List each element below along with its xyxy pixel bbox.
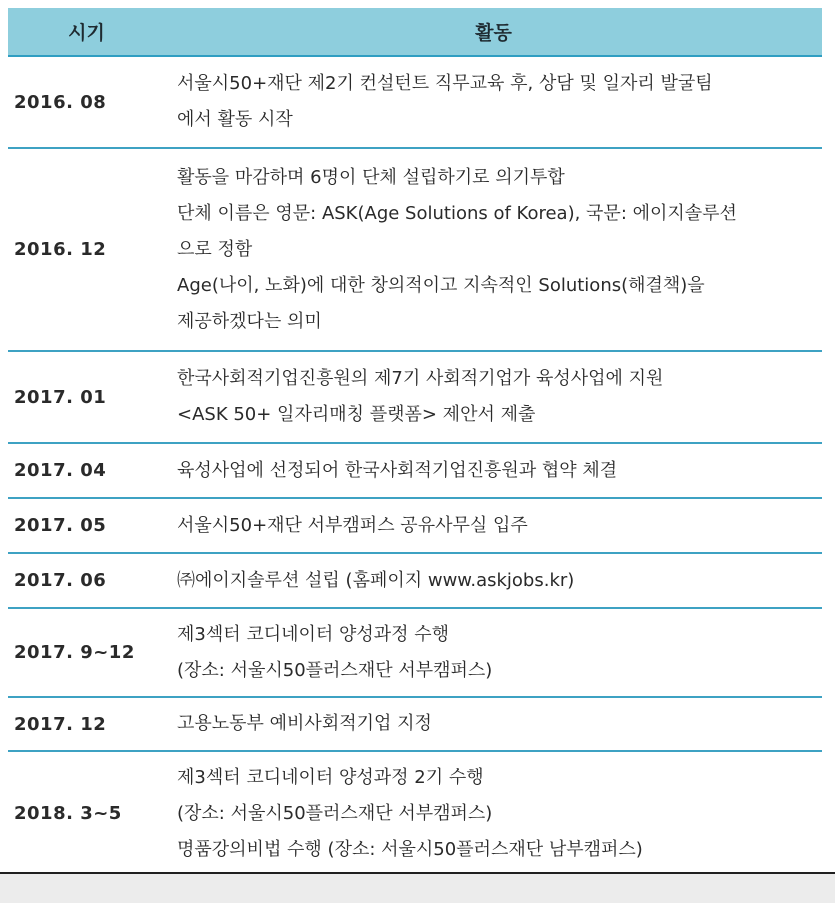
activity-line: ㈜에이지솔루션 설립 (홈페이지 www.askjobs.kr) bbox=[177, 569, 575, 591]
header-row bbox=[8, 8, 822, 56]
activity-line: 활동을 마감하며 6명이 단체 설립하기로 의기투합 bbox=[177, 166, 565, 188]
activity-line: 으로 정함 bbox=[177, 238, 253, 260]
page-bottom-edge bbox=[0, 872, 835, 903]
activity-line: <ASK 50+ 일자리매칭 플랫폼> 제안서 제출 bbox=[177, 404, 536, 425]
period-cell: 2016. 12 bbox=[8, 148, 165, 351]
table-row bbox=[8, 443, 822, 498]
period-cell: 2016. 08 bbox=[8, 56, 165, 148]
activity-line: 서울시50+재단 서부캠퍼스 공유사무실 입주 bbox=[177, 514, 528, 536]
activity-line: 한국사회적기업진흥원의 제7기 사회적기업가 육성사업에 지원 bbox=[177, 368, 664, 389]
table-body bbox=[8, 56, 822, 876]
period-cell: 2017. 12 bbox=[8, 697, 165, 751]
table-row bbox=[8, 553, 822, 608]
activity-cell bbox=[165, 148, 822, 351]
period-cell: 2017. 01 bbox=[8, 351, 165, 443]
period-cell: 2017. 04 bbox=[8, 443, 165, 498]
activity-cell bbox=[165, 498, 822, 553]
table-header bbox=[8, 8, 822, 56]
activity-cell bbox=[165, 56, 822, 148]
table-row bbox=[8, 56, 822, 148]
table-row bbox=[8, 498, 822, 553]
period-cell: 2018. 3~5 bbox=[8, 751, 165, 876]
activity-line: Age(나이, 노화)에 대한 창의적이고 지속적인 Solutions(해결책)을 bbox=[177, 274, 705, 296]
table-row bbox=[8, 697, 822, 751]
header-period: 시기 bbox=[8, 8, 165, 56]
period-cell: 2017. 06 bbox=[8, 553, 165, 608]
period-cell: 2017. 05 bbox=[8, 498, 165, 553]
activity-line: 고용노동부 예비사회적기업 지정 bbox=[177, 713, 432, 734]
activity-cell bbox=[165, 351, 822, 443]
activity-line: 제3섹터 코디네이터 양성과정 2기 수행 bbox=[177, 766, 484, 788]
table-row bbox=[8, 148, 822, 351]
header-activity: 활동 bbox=[165, 8, 822, 56]
activity-cell bbox=[165, 751, 822, 876]
activity-line: 제공하겠다는 의미 bbox=[177, 310, 322, 332]
activity-line: (장소: 서울시50플러스재단 서부캠퍼스) bbox=[177, 802, 493, 824]
activity-cell bbox=[165, 608, 822, 697]
activity-line: 제3섹터 코디네이터 양성과정 수행 bbox=[177, 623, 450, 645]
activity-line: 에서 활동 시작 bbox=[177, 109, 293, 130]
period-cell: 2017. 9~12 bbox=[8, 608, 165, 697]
activity-cell bbox=[165, 553, 822, 608]
table-row bbox=[8, 608, 822, 697]
table-row bbox=[8, 751, 822, 876]
activity-line: 육성사업에 선정되어 한국사회적기업진흥원과 협약 체결 bbox=[177, 459, 618, 481]
table-row bbox=[8, 351, 822, 443]
activity-line: 명품강의비법 수행 (장소: 서울시50플러스재단 남부캠퍼스) bbox=[177, 838, 643, 860]
activity-line: 단체 이름은 영문: ASK(Age Solutions of Korea), 국문: 에이지솔루션 bbox=[177, 202, 737, 224]
activity-cell bbox=[165, 697, 822, 751]
activity-line: (장소: 서울시50플러스재단 서부캠퍼스) bbox=[177, 659, 493, 681]
activity-line: 서울시50+재단 제2기 컨설턴트 직무교육 후, 상담 및 일자리 발굴팀 bbox=[177, 73, 713, 94]
history-table bbox=[8, 8, 822, 877]
activity-cell bbox=[165, 443, 822, 498]
